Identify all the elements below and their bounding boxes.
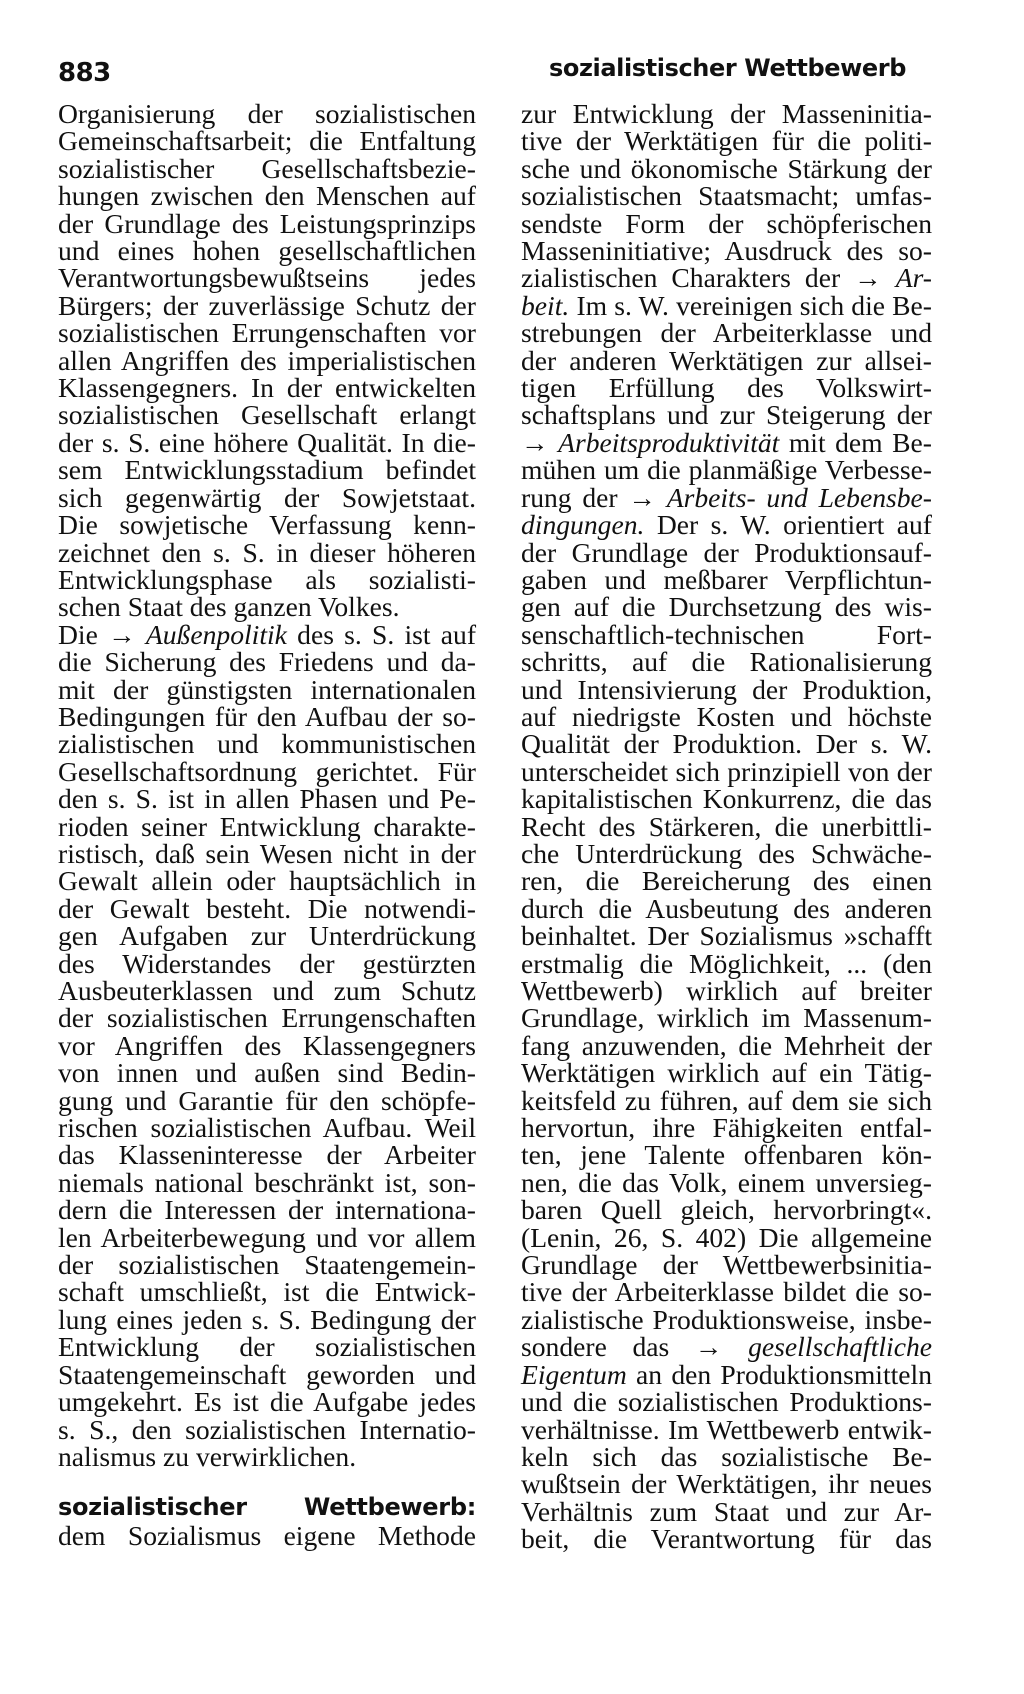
text-line: sondere das → gesellschaftliche [521, 1331, 933, 1363]
text-line: beit. Im s. W. vereinigen sich die Be- [521, 289, 932, 321]
text-line: tive der Arbeiterklasse bildet die so- [521, 1276, 932, 1308]
cross-reference-term: gesellschaftliche [748, 1331, 933, 1363]
text-line: zialistische Produktionsweise, insbe- [521, 1303, 932, 1335]
right-column [521, 100, 932, 1553]
text-line: tigen Erfüllung des Volkswirt- [521, 372, 932, 404]
text-line: Gesellschaftsordnung gerichtet. Für [58, 755, 476, 787]
text-line: rischen sozialistischen Aufbau. Weil [58, 1112, 476, 1144]
text-line: Masseninitiative; Ausdruck des so- [521, 235, 932, 267]
text-line: ren, die Bereicherung des einen [521, 865, 932, 897]
text-line: gen Aufgaben zur Unterdrückung [58, 920, 476, 952]
text-line: Wettbewerb) wirklich auf breiter [521, 975, 932, 1006]
text-line: gung und Garantie für den schöpfe- [58, 1084, 476, 1116]
text-line: auf niedrigste Kosten und höchste [521, 700, 932, 732]
text-line: lung eines jeden s. S. Bedingung der [58, 1303, 476, 1335]
text-line: Gewalt allein oder hauptsächlich in [58, 865, 476, 897]
cross-reference-arrow-icon: → [108, 618, 136, 650]
cross-reference-term: Eigentum [521, 1358, 627, 1390]
text-line: sem Entwicklungsstadium befindet [58, 454, 476, 486]
text-line: Verantwortungsbewußtseins jedes [58, 262, 476, 294]
text-line: der anderen Werktätigen zur allsei- [521, 344, 932, 376]
text-line: Entwicklungsphase als sozialisti- [58, 563, 476, 595]
text-line: che Unterdrückung des Schwäche- [521, 837, 932, 869]
left-paragraph-2 [58, 648, 476, 1443]
text-line: Klassengegners. In der entwickelten [58, 372, 476, 404]
text-line: beit, die Verantwortung für das [521, 1523, 932, 1555]
text-line: gen auf die Durchsetzung des wis- [521, 591, 932, 623]
text-line: len Arbeiterbewegung und vor allem [58, 1221, 476, 1253]
text-line: erstmalig die Möglichkeit, ... (den [521, 947, 932, 979]
text-line: zeichnet den s. S. in dieser höheren [58, 536, 476, 568]
text-line: dingungen. Der s. W. orientiert auf [521, 509, 932, 541]
text-line: wußtsein der Werktätigen, ihr neues [521, 1468, 932, 1500]
cross-reference-arrow-icon: → [521, 426, 549, 458]
text-line: zialistischen und kommunistischen [58, 728, 476, 760]
text-line: Grundlage, wirklich im Massenum- [521, 1002, 932, 1034]
text-line: dern die Interessen der internationa- [58, 1194, 476, 1226]
text-line: fang anzuwenden, die Mehrheit der [521, 1029, 932, 1061]
text-line: nalismus zu verwirklichen. [58, 1440, 357, 1472]
text-line: das Klasseninteresse der Arbeiter [58, 1139, 476, 1171]
text-line: und Intensivierung der Produktion, [521, 673, 932, 705]
text-line: und eines hohen gesellschaftlichen [58, 235, 476, 267]
cross-reference-term: Ar- [895, 262, 932, 294]
text-line: sozialistischen Staatsmacht; umfas- [521, 180, 932, 212]
text-line: keitsfeld zu führen, auf dem sie sich [521, 1084, 932, 1116]
text-line: Bedingungen für den Aufbau der so- [58, 700, 476, 732]
text-line: keln sich das sozialistische Be- [521, 1440, 932, 1472]
text-line: senschaftlich-technischen Fort- [521, 618, 932, 650]
text-line: die Sicherung des Friedens und da- [58, 646, 476, 678]
text-line: ristisch, daß sein Wesen nicht in der [58, 837, 476, 869]
text-line: Staatengemeinschaft geworden und [58, 1358, 476, 1390]
text-line: Ausbeuterklassen und zum Schutz [58, 975, 476, 1006]
text-line: kapitalistischen Konkurrenz, die das [521, 783, 932, 815]
text-line: den s. S. ist in allen Phasen und Pe- [58, 783, 476, 815]
text-line: Die → Außenpolitik des s. S. ist auf [58, 618, 477, 650]
text-line: der Gewalt besteht. Die notwendi- [58, 892, 476, 924]
text-line: zur Entwicklung der Masseninitia- [521, 98, 932, 129]
text-line: sozialistischen Errungenschaften vor [58, 317, 476, 349]
text-line: sozialistischer Gesellschaftsbezie- [58, 152, 476, 184]
text-line: vor Angriffen des Klassengegners [58, 1029, 476, 1061]
text-line: Grundlage der Wettbewerbsinitia- [521, 1249, 932, 1281]
text-line: Qualität der Produktion. Der s. W. [521, 728, 932, 760]
text-line: sozialistischen Gesellschaft erlangt [58, 399, 476, 431]
text-line: der sozialistischen Errungenschaften [58, 1002, 476, 1034]
text-line: Verhältnis zum Staat und zur Ar- [521, 1495, 932, 1527]
text-line: durch die Ausbeutung des anderen [521, 892, 932, 924]
text-line: schritts, auf die Rationalisierung [521, 646, 932, 678]
text-line: sche und ökonomische Stärkung der [521, 152, 932, 184]
text-line: baren Quell gleich, hervorbringt«. [521, 1194, 932, 1226]
text-line: hungen zwischen den Menschen auf [58, 180, 476, 212]
text-line: Entwicklung der sozialistischen [58, 1331, 476, 1363]
cross-reference-term: Arbeitsproduktivität [558, 426, 780, 458]
page-number: 883 [58, 58, 111, 88]
text-line: strebungen der Arbeiterklasse und [521, 317, 932, 349]
text-line: mit der günstigsten internationalen [58, 673, 476, 705]
text-line: von innen und außen sind Bedin- [58, 1057, 476, 1089]
text-line: der sozialistischen Staatengemein- [58, 1249, 476, 1281]
text-line: des Widerstandes der gestürzten [58, 947, 476, 979]
text-line: ten, jene Talente offenbaren kön- [521, 1139, 932, 1171]
text-line: der Grundlage der Produktionsauf- [521, 536, 932, 568]
text-line: dem Sozialismus eigene Methode [58, 1519, 476, 1551]
text-line: Organisierung der sozialistischen [58, 98, 476, 129]
cross-reference-term: Außenpolitik [145, 618, 287, 650]
left-column [58, 100, 476, 1549]
text-line: rioden seiner Entwicklung charakte- [58, 810, 476, 842]
text-line: tive der Werktätigen für die politi- [521, 125, 932, 157]
text-line: niemals national beschränkt ist, son- [58, 1166, 476, 1198]
text-line: schaft umschließt, ist die Entwick- [58, 1276, 476, 1308]
text-line: schen Staat des ganzen Volkes. [58, 591, 400, 623]
text-line: beinhaltet. Der Sozialismus »schafft [521, 920, 932, 952]
cross-reference-term: dingungen. [521, 509, 645, 541]
text-line: Recht des Stärkeren, die unerbittli- [521, 810, 932, 842]
text-line: s. S., den sozialistischen Internatio- [58, 1413, 476, 1445]
cross-reference-arrow-icon: → [854, 262, 882, 294]
text-line: Bürgers; der zuverlässige Schutz der [58, 289, 476, 321]
text-line: Die sowjetische Verfassung kenn- [58, 509, 476, 541]
text-line: Gemeinschaftsarbeit; die Entfaltung [58, 125, 476, 157]
text-line: rung der → Arbeits- und Lebensbe- [521, 481, 932, 513]
text-line: gaben und meßbarer Verpflichtun- [521, 563, 932, 595]
text-line: Eigentum an den Produktionsmitteln [521, 1358, 932, 1390]
text-line: Werktätigen wirklich auf ein Tätig- [521, 1057, 932, 1089]
text-line: der s. S. eine höhere Qualität. In die- [58, 426, 476, 458]
cross-reference-term: Arbeits- und Lebensbe- [666, 481, 932, 513]
left-paragraph-1 [58, 100, 476, 621]
text-line: → Arbeitsproduktivität mit dem Be- [521, 426, 932, 458]
text-line: sich gegenwärtig der Sowjetstaat. [58, 481, 476, 513]
text-line: zialistischen Charakters der → Ar- [521, 262, 932, 294]
text-line: und die sozialistischen Produktions- [521, 1386, 932, 1418]
entry-headword: sozialistischer Wettbewerb: [58, 1493, 476, 1522]
running-head: sozialistischer Wettbewerb [548, 54, 906, 82]
text-line: verhältnisse. Im Wettbewerb entwik- [521, 1413, 932, 1445]
text-line: (Lenin, 26, S. 402) Die allgemeine [521, 1221, 932, 1253]
cross-reference-arrow-icon: → [628, 481, 656, 513]
text-line: sendste Form der schöpferischen [521, 207, 932, 239]
text-line: umgekehrt. Es ist die Aufgabe jedes [58, 1386, 476, 1418]
text-line: mühen um die planmäßige Verbesse- [521, 454, 932, 486]
cross-reference-term: beit. [521, 289, 570, 321]
text-line: schaftsplans und zur Steigerung der [521, 399, 932, 431]
text-line: hervortun, ihre Fähigkeiten entfal- [521, 1112, 932, 1144]
text-line: allen Angriffen des imperialistischen [58, 344, 476, 376]
text-line: unterscheidet sich prinzipiell von der [521, 755, 932, 787]
text-line: der Grundlage des Leistungsprinzips [58, 207, 476, 239]
text-line: nen, die das Volk, einem unversieg- [521, 1166, 932, 1198]
cross-reference-arrow-icon: → [694, 1331, 723, 1363]
